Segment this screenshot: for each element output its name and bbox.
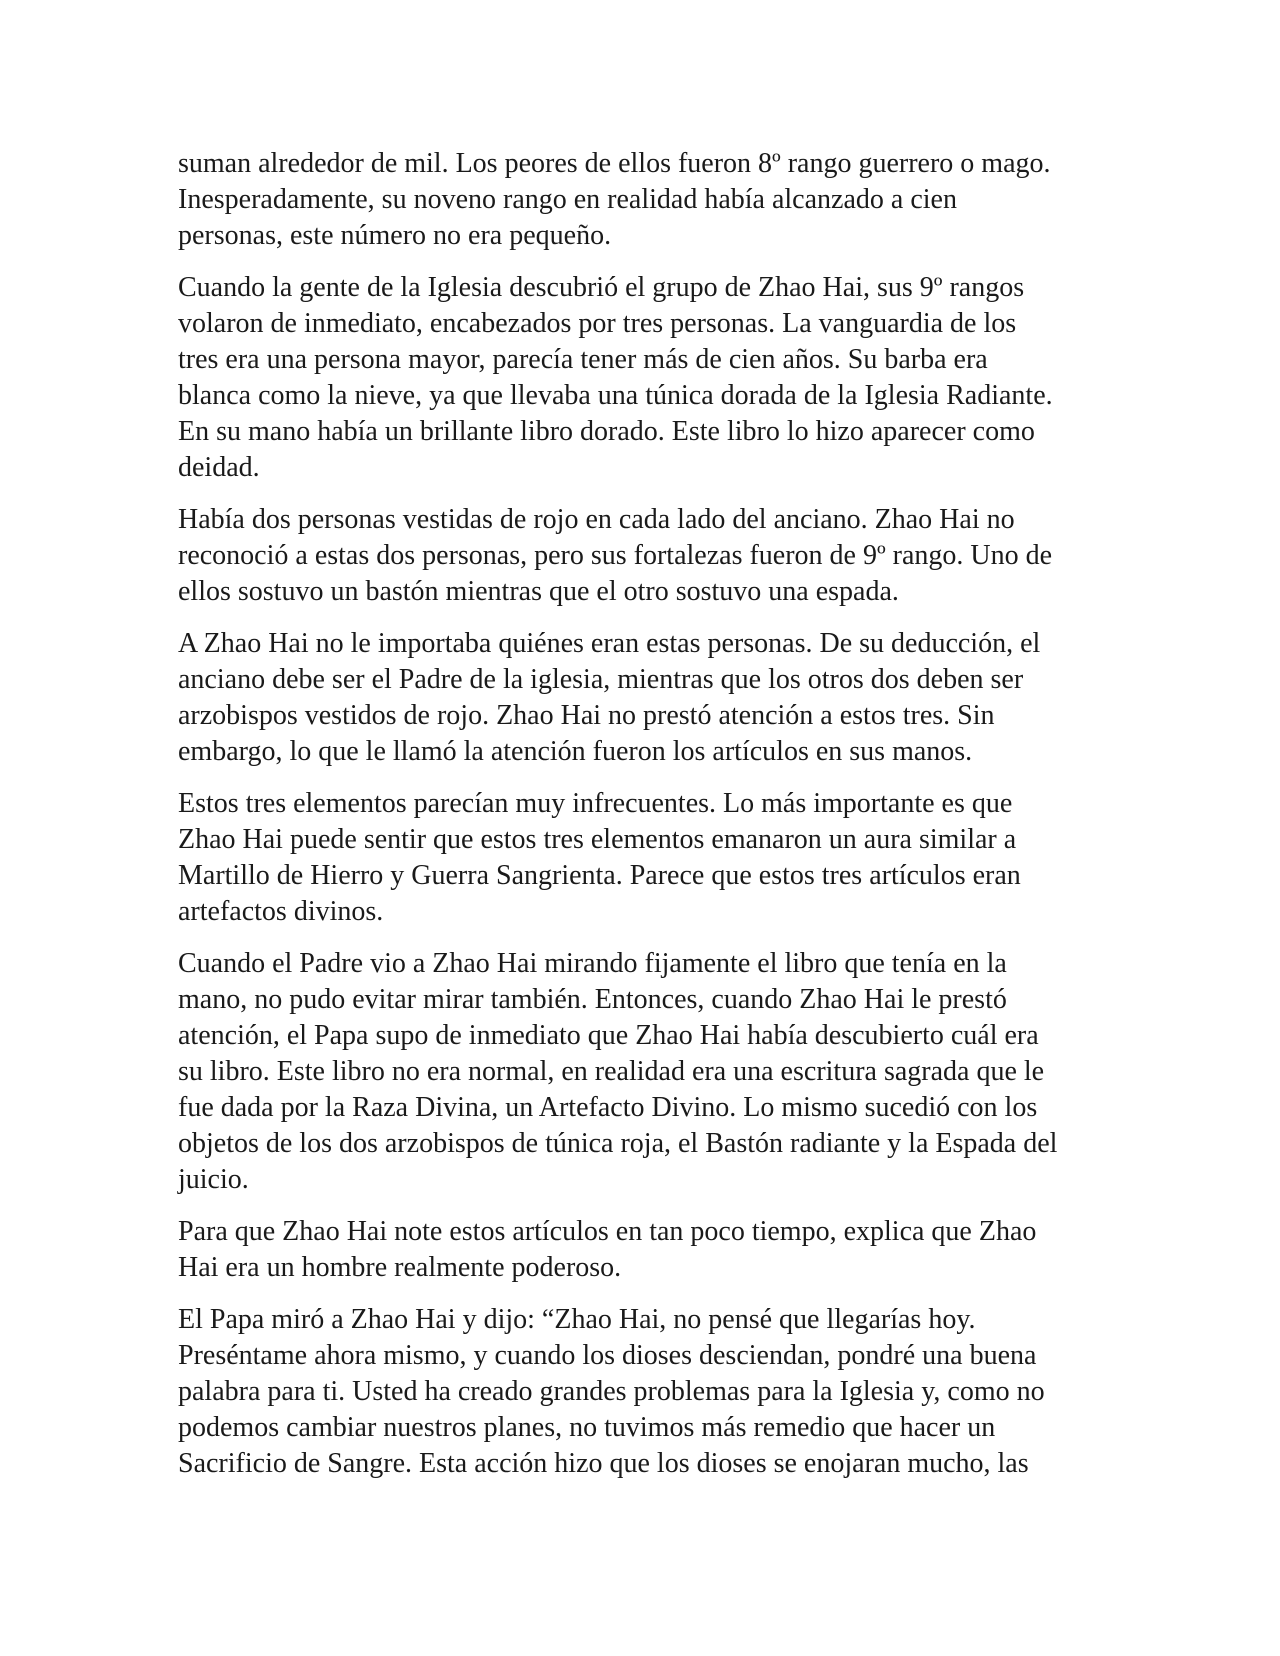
paragraph: suman alrededor de mil. Los peores de ellos fueron 8º rango guerrero o mago. Inesperadamente, su noveno rango en realidad había alcanzado a cien personas, este número no era pequeño. <box>178 148 1051 251</box>
paragraph: A Zhao Hai no le importaba quiénes eran estas personas. De su deducción, el anciano debe ser el Padre de la iglesia, mientras que los otros dos deben ser arzobispos vestidos de rojo. Zhao Hai no prestó atención a estos tres. Sin embargo, lo que le llamó la atención fueron los artículos en sus manos. <box>178 628 1041 767</box>
document-page <box>178 146 1118 1498</box>
paragraph: Cuando la gente de la Iglesia descubrió el grupo de Zhao Hai, sus 9º rangos volaron de inmediato, encabezados por tres personas. La vanguardia de los tres era una persona mayor, parecía tener más de cien años. Su barba era blanca como la nieve, ya que llevaba una túnica dorada de la Iglesia Radiante. En su mano había un brillante libro dorado. Este libro lo hizo aparecer como deidad. <box>178 272 1053 483</box>
paragraph: Estos tres elementos parecían muy infrecuentes. Lo más importante es que Zhao Hai puede sentir que estos tres elementos emanaron un aura similar a Martillo de Hierro y Guerra Sangrienta. Parece que estos tres artículos eran artefactos divinos. <box>178 788 1021 927</box>
paragraph: Para que Zhao Hai note estos artículos en tan poco tiempo, explica que Zhao Hai era un hombre realmente poderoso. <box>178 1216 1037 1283</box>
paragraph: Cuando el Padre vio a Zhao Hai mirando fijamente el libro que tenía en la mano, no pudo evitar mirar también. Entonces, cuando Zhao Hai le prestó atención, el Papa supo de inmediato que Zhao Hai había descubierto cuál era su libro. Este libro no era normal, en realidad era una escritura sagrada que le fue dada por la Raza Divina, un Artefacto Divino. Lo mismo sucedió con los objetos de los dos arzobispos de túnica roja, el Bastón radiante y la Espada del juicio. <box>178 948 1058 1195</box>
paragraph: El Papa miró a Zhao Hai y dijo: “Zhao Hai, no pensé que llegarías hoy. Preséntame ahora mismo, y cuando los dioses desciendan, pondré una buena palabra para ti. Usted ha creado grandes problemas para la Iglesia y, como no podemos cambiar nuestros planes, no tuvimos más remedio que hacer un Sacrificio de Sangre. Esta acción hizo que los dioses se enojaran mucho, las <box>178 1304 1045 1479</box>
paragraph: Había dos personas vestidas de rojo en cada lado del anciano. Zhao Hai no reconoció a estas dos personas, pero sus fortalezas fueron de 9º rango. Uno de ellos sostuvo un bastón mientras que el otro sostuvo una espada. <box>178 504 1053 607</box>
